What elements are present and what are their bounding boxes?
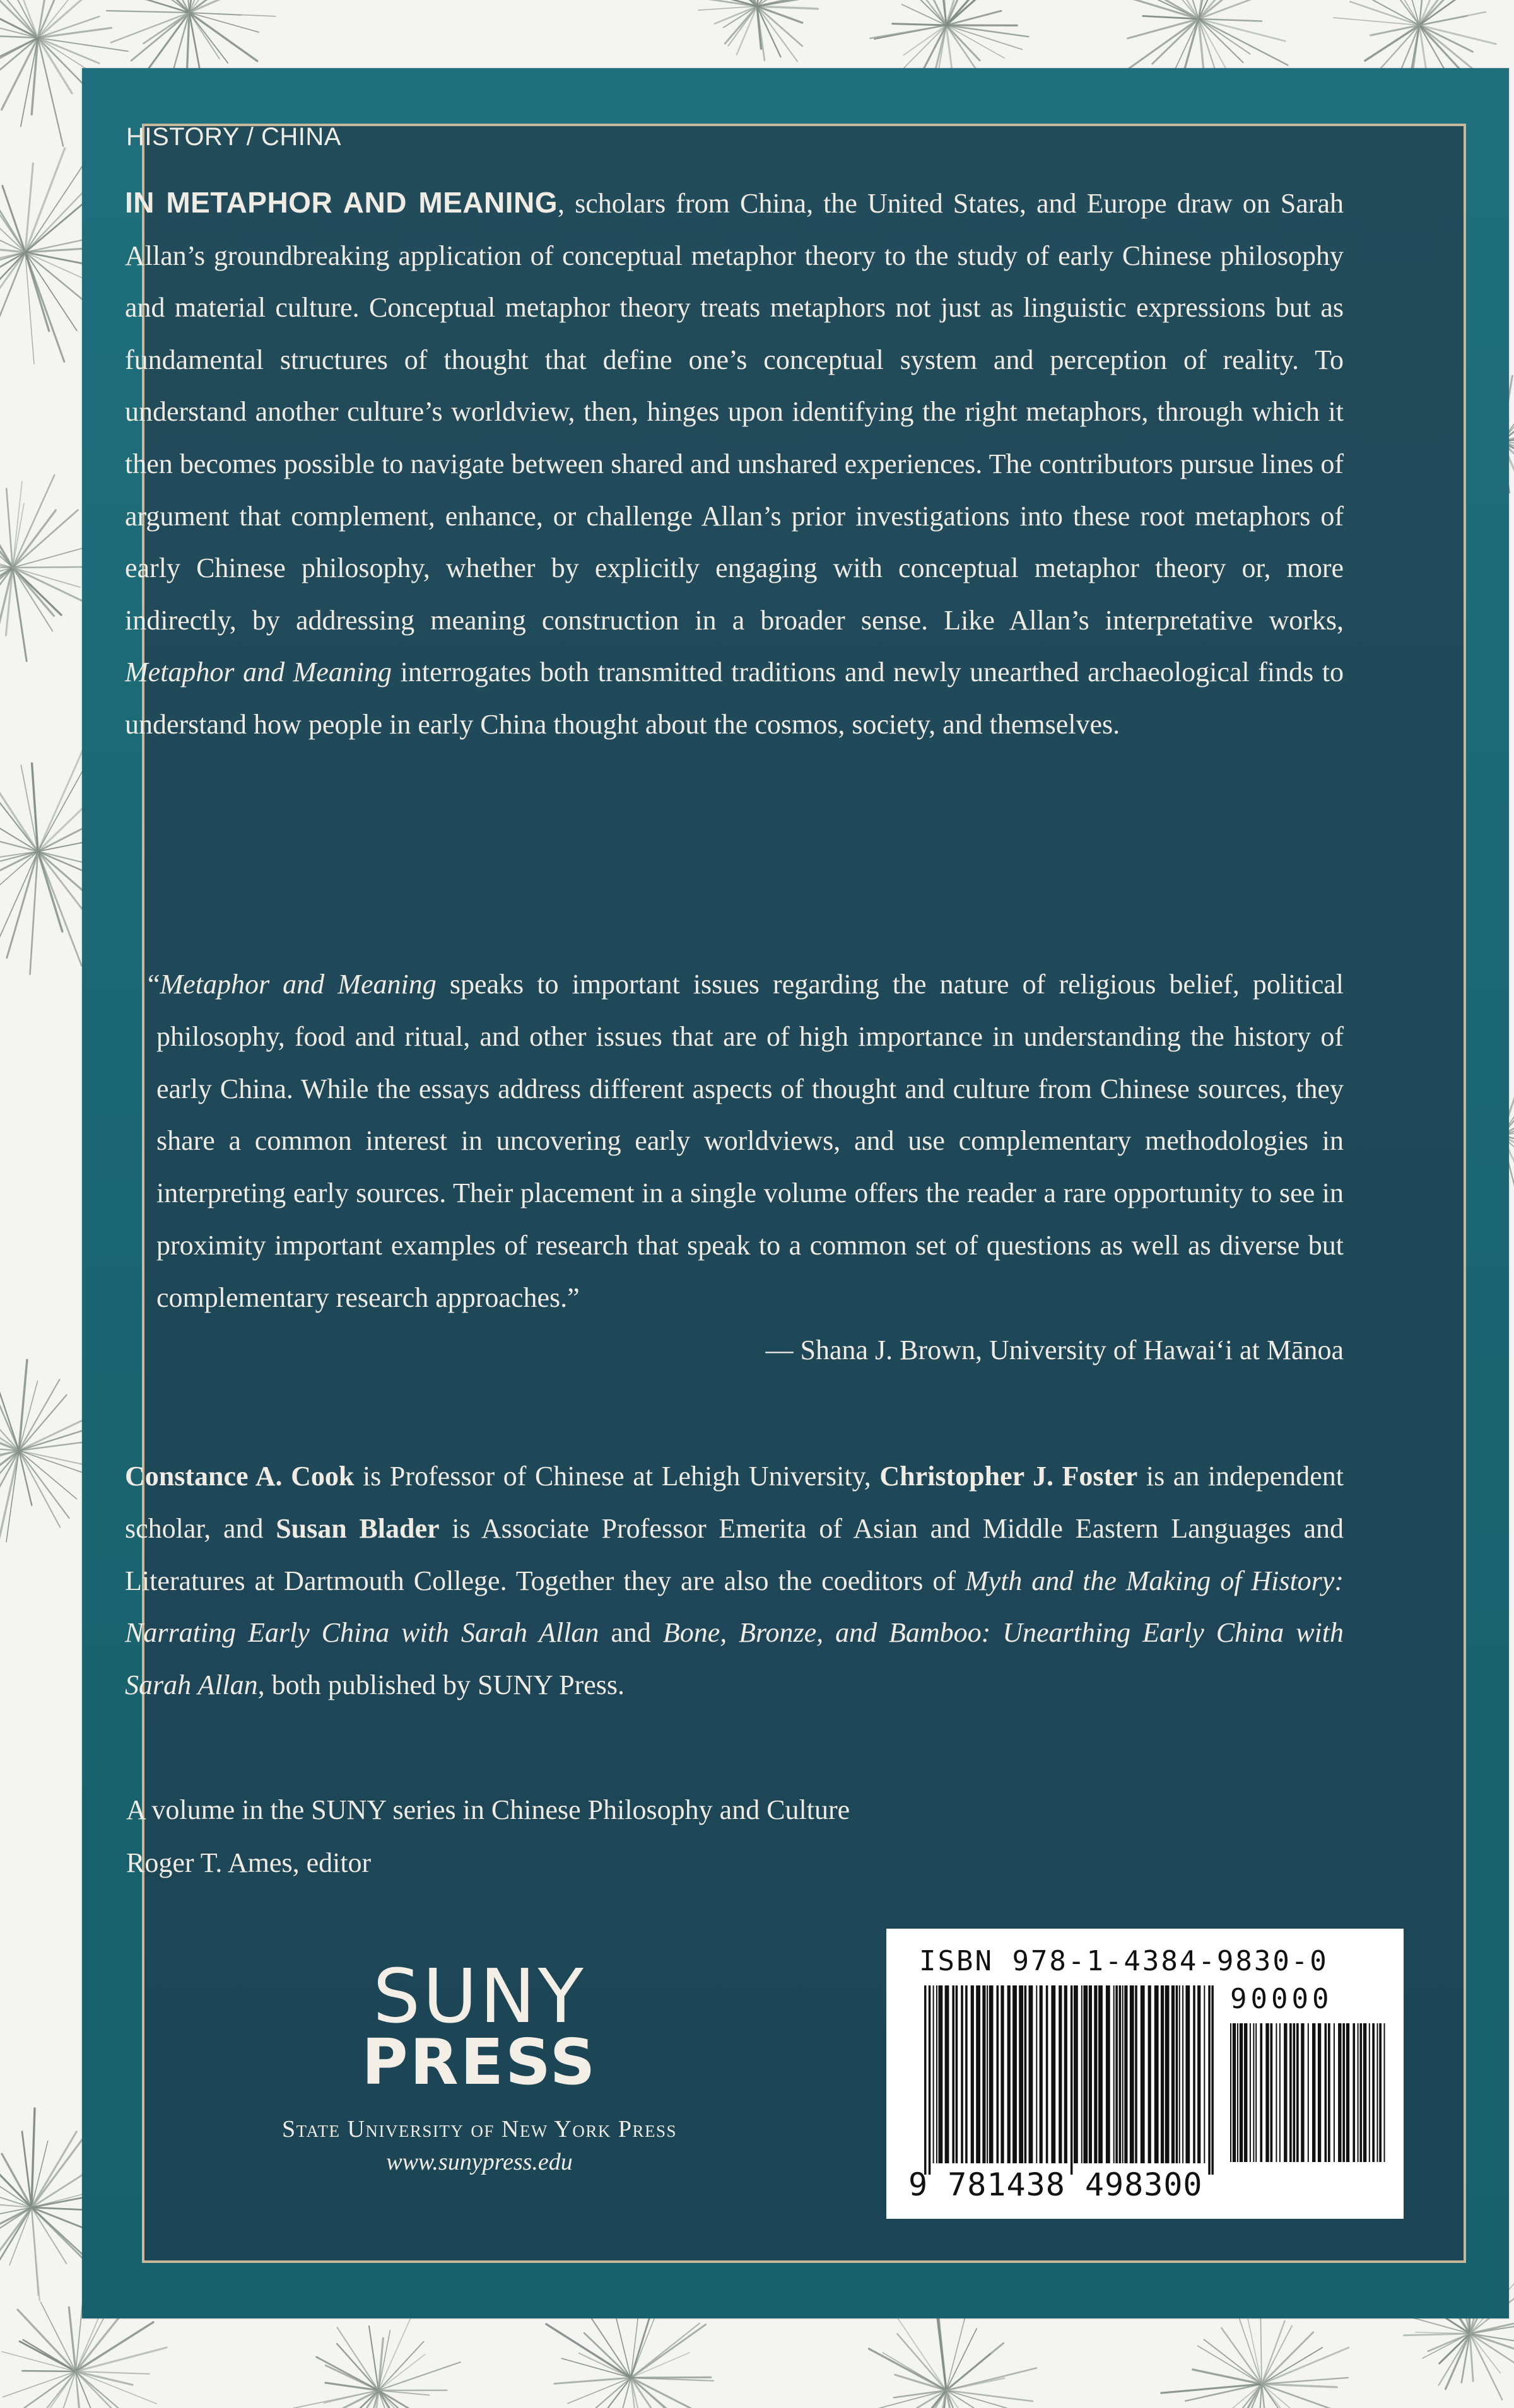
barcode-bar — [1363, 2023, 1366, 2162]
barcode-bar — [1208, 1985, 1211, 2175]
bio-text-3: is Associate Professor Emerita of Asian and Middle Eastern Languages and Literatures at Dartmouth College. Together they are also the coeditors of — [125, 1512, 1344, 1596]
logo-press-text: PRESS — [361, 2025, 597, 2099]
barcode-bar — [1359, 2023, 1362, 2162]
barcode-bar — [1346, 2023, 1349, 2162]
barcode-bar — [1071, 1985, 1073, 2175]
isbn-barcode — [886, 1929, 1404, 2219]
barcode-bar — [1059, 1985, 1062, 2163]
barcode-bar — [1334, 2023, 1335, 2162]
barcode-bar — [1185, 1985, 1190, 2163]
barcode-bar — [1098, 1985, 1103, 2163]
barcode-bar — [1265, 2023, 1269, 2162]
barcode-bar — [1024, 1985, 1027, 2163]
barcode-bar — [1276, 2023, 1277, 2162]
barcode-bar — [1074, 1985, 1078, 2163]
barcode-bar — [1193, 1985, 1195, 2163]
barcode-bar — [1083, 1985, 1088, 2163]
barcode-bar — [1270, 2023, 1273, 2162]
barcode-bar — [1119, 1985, 1122, 2163]
barcode-bar — [1253, 2023, 1254, 2162]
description-text-1: , scholars from China, the United States, and Europe draw on Sarah Allan’s groundbreaking application of conceptual metaphor theory to the study of early Chinese philosophy and material culture. Conceptual metaphor theory treats metaphors not just as linguistic expressions but as fundamental structures of thought that define one’s conceptual system and perception of reality. To understand another culture’s worldview, then, hinges upon identifying the right metaphors, through which it then becomes possible to navigate between shared and unshared experiences. The contributors pursue lines of argument that complement, enhance, or challenge Allan’s prior investigations into these root metaphors of early Chinese philosophy, whether by explicitly engaging with conceptual metaphor theory or, more indirectly, by addressing meaning construction in a broader sense. Like Allan’s interpretative works, — [125, 188, 1344, 636]
barcode-bar — [961, 1985, 963, 2163]
barcode-bar — [936, 1985, 937, 2163]
barcode-bar — [1328, 2023, 1330, 2162]
series-editor-line: Roger T. Ames, editor — [126, 1847, 372, 1878]
barcode-bar — [945, 1985, 949, 2163]
barcode-bar — [1135, 1985, 1137, 2163]
barcode-bar — [929, 1985, 931, 2175]
barcode-bar — [1233, 2023, 1236, 2162]
barcode-bar — [1296, 2023, 1299, 2162]
endorsement-blurb — [126, 959, 1344, 1376]
blurb-title-italic: Metaphor and Meaning — [160, 969, 437, 1000]
series-note — [126, 1784, 1199, 1890]
book-title-1: Myth and the Making of History: Narrating Early China with Sarah Allan — [125, 1565, 1344, 1649]
barcode-bar — [1384, 2023, 1385, 2162]
barcode-bar — [1051, 1985, 1055, 2163]
barcode-bar — [1230, 2023, 1231, 2162]
barcode-bar — [1308, 2023, 1309, 2162]
barcode-bar — [1161, 1985, 1164, 2163]
barcode-bar — [987, 1985, 988, 2163]
barcode-bar — [1325, 2023, 1327, 2162]
barcode-bar — [1094, 1985, 1097, 2163]
barcode-bar — [1358, 2023, 1359, 2162]
barcode-bar — [1312, 2023, 1315, 2162]
barcode-bar — [1179, 1985, 1180, 2163]
barcode-bar — [1113, 1985, 1115, 2163]
barcode-bar — [1141, 1985, 1145, 2163]
barcode-bar — [1089, 1985, 1092, 2163]
barcode-bar — [1130, 1985, 1134, 2163]
description-text-2: interrogates both transmitted traditions and newly unearthed archaeological finds to understand how people in early China thought about the cosmos, society, and themselves. — [125, 657, 1344, 740]
suny-press-logo — [246, 1953, 713, 2176]
barcode-bar — [1372, 2023, 1375, 2162]
barcode-bar — [1106, 1985, 1110, 2163]
bio-text-2: is an independent scholar, and — [125, 1461, 1344, 1544]
category-label: HISTORY / CHINA — [126, 123, 341, 151]
editor-name-1: Constance A. Cook — [125, 1461, 355, 1492]
bio-text-5: , both published by SUNY Press. — [257, 1669, 625, 1701]
barcode-bar — [1353, 2023, 1355, 2162]
barcode-bar — [1182, 1985, 1183, 2163]
logo-suny-text: SUNY — [373, 1953, 586, 2040]
barcode-bar — [924, 1985, 927, 2175]
barcode-bar — [1012, 1985, 1017, 2163]
barcode-bar — [1250, 2023, 1251, 2162]
barcode-bar — [1046, 1985, 1048, 2163]
barcode-bar — [1301, 2023, 1304, 2162]
price-code: 90000 — [1230, 1983, 1333, 2015]
description-lead: IN METAPHOR AND MEANING — [125, 186, 558, 219]
editor-name-2: Christopher J. Foster — [879, 1461, 1138, 1492]
barcode-bar — [1342, 2023, 1345, 2162]
barcode-bar — [997, 1985, 999, 2163]
barcode-bar — [1260, 2023, 1262, 2162]
barcode-bar — [1211, 1985, 1214, 2175]
description-title-italic: Metaphor and Meaning — [125, 657, 392, 688]
barcode-bar — [971, 1985, 974, 2163]
barcode-bar — [1197, 1985, 1200, 2163]
barcode-bar — [1007, 1985, 1011, 2163]
barcode-bar — [1377, 2023, 1378, 2162]
bio-text-4: and — [599, 1617, 663, 1649]
blurb-text: speaks to important issues regarding the nature of religious belief, political philosophy, food and ritual, and other issues that are of high importance in understanding the history of early China. While the essays address different aspects of thought and culture from Chinese sources, they share a common interest in uncovering early worldviews, and use complementary methodologies in interpreting early sources. Their placement in a single volume offers the reader a rare opportunity to see in proximity important examples of research that speak to a common set of questions as well as diverse but complementary research approaches.” — [156, 969, 1344, 1313]
publisher-name: State University of New York Press — [281, 2116, 678, 2142]
pine-cluster — [698, 0, 819, 61]
barcode-bar — [1064, 1985, 1067, 2163]
barcode-bar — [1171, 1985, 1175, 2163]
barcode-bar — [1255, 2023, 1257, 2162]
blurb-attribution: — Shana J. Brown, University of Hawai‘i at Mānoa — [765, 1334, 1344, 1365]
ean-digits: 9 781438 498300 — [908, 2166, 1203, 2203]
barcode-bar — [976, 1985, 980, 2163]
barcode-bar — [1240, 2023, 1243, 2162]
barcode-bar — [989, 1985, 994, 2163]
editor-name-3: Susan Blader — [276, 1512, 440, 1544]
publisher-url: www.sunypress.edu — [386, 2149, 573, 2175]
barcode-bar — [1122, 1985, 1124, 2163]
barcode-bar — [956, 1985, 958, 2163]
barcode-bar — [1293, 2023, 1296, 2162]
bio-text-1: is Professor of Chinese at Lehigh University, — [354, 1461, 880, 1492]
barcode-bar — [1115, 1985, 1118, 2163]
barcode-bar — [1244, 2023, 1247, 2162]
barcode-bar — [1036, 1985, 1037, 2163]
barcode-bar — [1279, 2023, 1281, 2162]
barcode-bar — [1318, 2023, 1321, 2162]
barcode-bar — [1019, 1985, 1023, 2163]
barcode-bar — [1289, 2023, 1292, 2162]
barcode-bar — [1369, 2023, 1370, 2162]
editor-bios — [125, 1451, 1344, 1712]
barcode-bar — [1284, 2023, 1287, 2162]
barcode-bar — [1001, 1985, 1004, 2163]
pine-cluster — [294, 2315, 461, 2408]
blurb-open-quote: “ — [148, 969, 160, 1000]
barcode-bar — [1124, 1985, 1127, 2163]
barcode-bar — [1204, 1985, 1205, 2163]
barcode-bar — [1338, 2023, 1341, 2162]
barcode-bar — [1148, 1985, 1151, 2163]
barcode-bar — [1165, 1985, 1170, 2163]
barcode-bar — [939, 1985, 943, 2163]
barcode-bar — [1029, 1985, 1033, 2163]
isbn-text: ISBN 978-1-4384-9830-0 — [919, 1945, 1329, 1977]
barcode-bar — [1237, 2023, 1238, 2162]
barcode-bar — [1040, 1985, 1043, 2163]
book-description — [125, 177, 1344, 751]
barcode-bar — [1154, 1985, 1159, 2163]
barcode-bar — [965, 1985, 968, 2163]
book-title-2: Bone, Bronze, and Bamboo: Unearthing Early China with Sarah Allan — [125, 1617, 1344, 1701]
blurb-body — [126, 959, 1344, 1324]
barcode-bar — [982, 1985, 985, 2163]
barcode-bar — [1176, 1985, 1178, 2163]
barcode-bar — [952, 1985, 954, 2163]
series-line-1: A volume in the SUNY series in Chinese Philosophy and Culture — [126, 1794, 850, 1825]
barcode-bar — [1081, 1985, 1083, 2163]
barcode-bar — [933, 1985, 934, 2163]
barcode-bar — [1379, 2023, 1382, 2162]
